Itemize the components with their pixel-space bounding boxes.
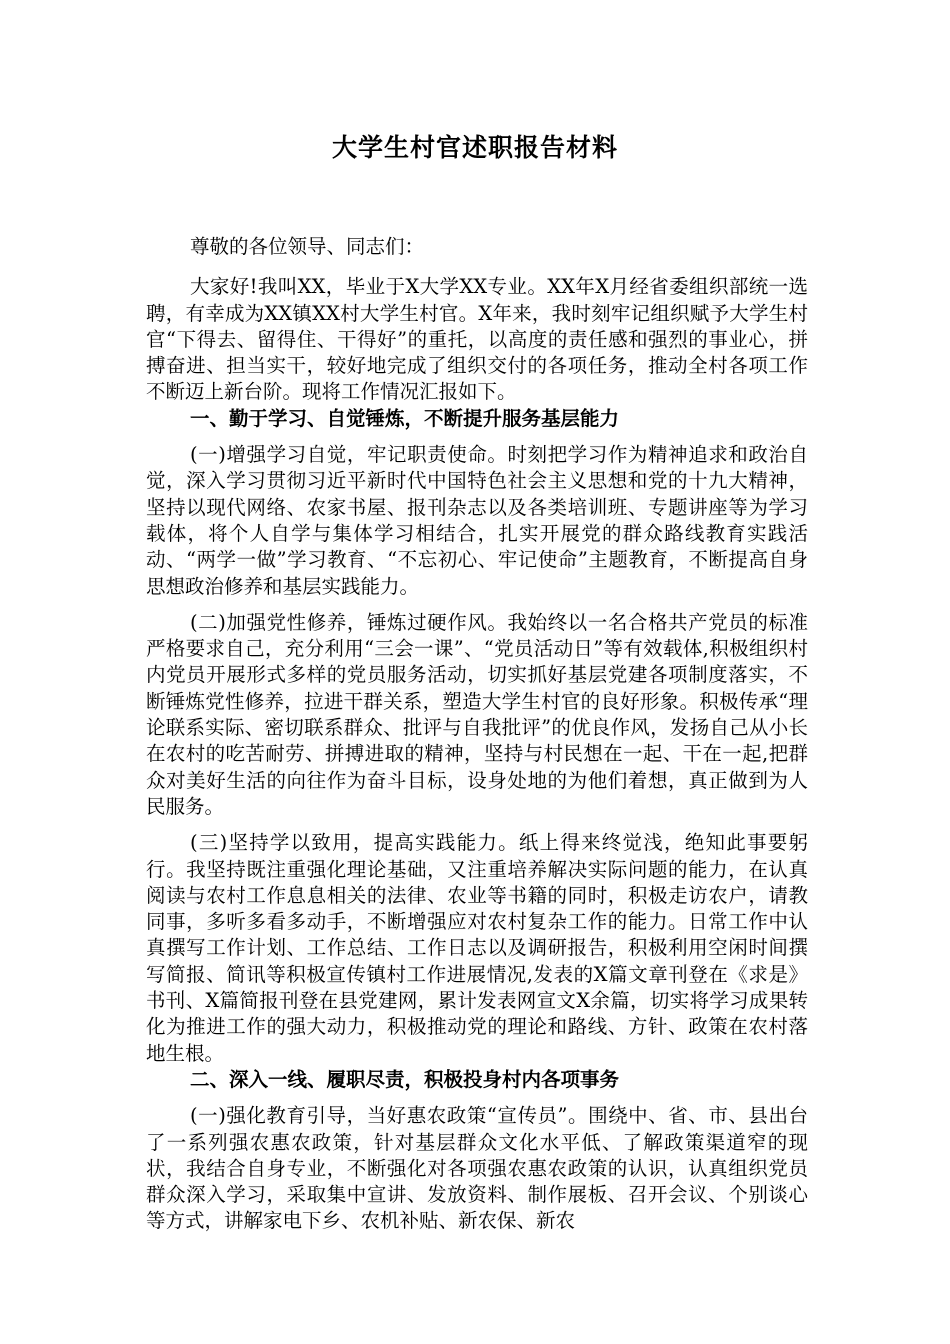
- section-1-paragraph-2: (二)加强党性修养，锤炼过硬作风。我始终以一名合格共产党员的标准严格要求自己，充分利用“三会一课”、“党员活动日”等有效载体,积极组织村内党员开展形式多样的党员服务活动，切实抓好基层党建各项制度落实，不断锤炼党性修养，拉进干群关系，塑造大学生村官的良好形象。积极传承“理论联系实际、密切联系群众、批评与自我批评”的优良作风，发扬自己从小长在农村的吃苦耐劳、拼搏进取的精神，坚持与村民想在一起、干在一起,把群众对美好生活的向往作为奋斗目标，设身处地的为他们着想，真正做到为人民服务。: [146, 610, 808, 818]
- intro-paragraph: 大家好!我叫XX，毕业于X大学XX专业。XX年X月经省委组织部统一选聘，有幸成为XX镇XX村大学生村官。X年来，我时刻牢记组织赋予大学生村官“下得去、留得住、干得好”的重托，以高度的责任感和强烈的事业心，拼搏奋进、担当实干，较好地完成了组织交付的各项任务，推动全村各项工作不断迈上新台阶。现将工作情况汇报如下。: [146, 275, 808, 404]
- section-1-heading: 一、勤于学习、自觉锤炼，不断提升服务基层能力: [190, 406, 620, 430]
- section-2-heading: 二、深入一线、履职尽责，积极投身村内各项事务: [190, 1067, 620, 1091]
- section-1-paragraph-3: (三)坚持学以致用，提高实践能力。纸上得来终觉浅，绝知此事要躬行。我坚持既注重强化理论基础，又注重培养解决实际问题的能力，在认真阅读与农村工作息息相关的法律、农业等书籍的同时，积极走访农户，请教同事，多听多看多动手，不断增强应对农村复杂工作的能力。日常工作中认真撰写工作计划、工作总结、工作日志以及调研报告，积极利用空闲时间撰写简报、简讯等积极宣传镇村工作进展情况,发表的X篇文章刊登在《求是》书刊、X篇简报刊登在县党建网，累计发表网宣文X余篇，切实将学习成果转化为推进工作的强大动力，积极推动党的理论和路线、方针、政策在农村落地生根。: [146, 831, 808, 1065]
- document-body: [146, 234, 808, 1235]
- salutation: 尊敬的各位领导、同志们：: [190, 235, 425, 258]
- section-1-paragraph-1: (一)增强学习自觉，牢记职责使命。时刻把学习作为精神追求和政治自觉，深入学习贯彻习近平新时代中国特色社会主义思想和党的十九大精神，坚持以现代网络、农家书屋、报刊杂志以及各类培训班、专题讲座等为学习载体，将个人自学与集体学习相结合，扎实开展党的群众路线教育实践活动、“两学一做”学习教育、“不忘初心、牢记使命”主题教育，不断提高自身思想政治修养和基层实践能力。: [146, 443, 808, 598]
- section-2-paragraph-1: (一)强化教育引导，当好惠农政策“宣传员”。围绕中、省、市、县出台了一系列强农惠农政策，针对基层群众文化水平低、了解政策渠道窄的现状，我结合自身专业，不断强化对各项强农惠农政策的认识，认真组织党员群众深入学习，采取集中宣讲、发放资料、制作展板、召开会议、个别谈心等方式，讲解家电下乡、农机补贴、新农保、新农: [146, 1104, 808, 1233]
- document-title: 大学生村官述职报告材料: [331, 133, 618, 162]
